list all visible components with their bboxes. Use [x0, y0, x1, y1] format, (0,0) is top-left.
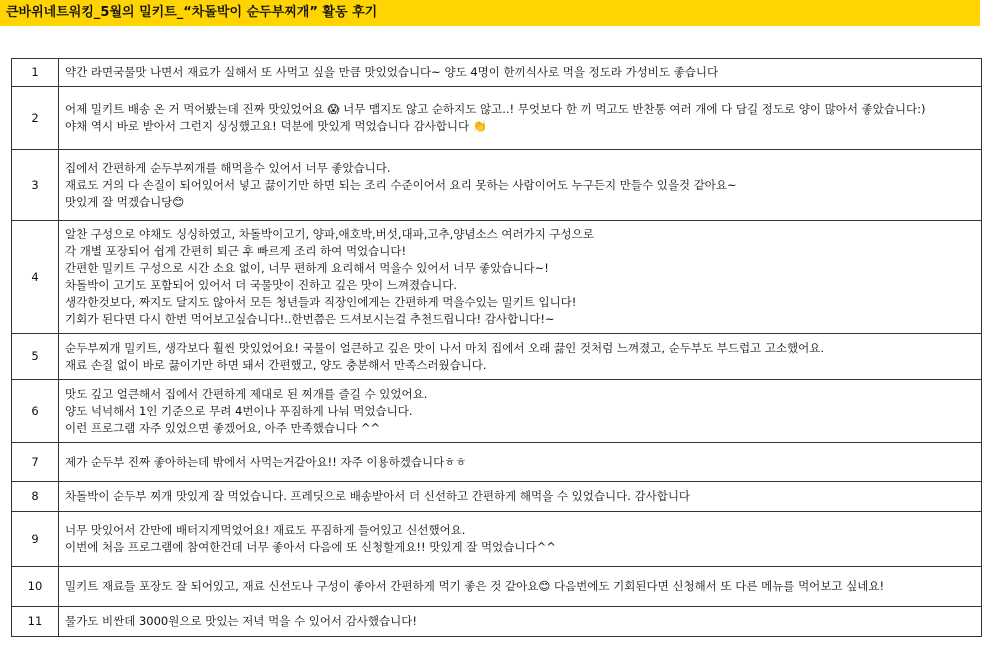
table-row — [12, 607, 982, 637]
review-line: 어제 밀키트 배송 온 거 먹어봤는데 진짜 맛있었어요 😱 너무 맵지도 않고 순하지도 않고..! 무엇보다 한 끼 먹고도 반찬통 여러 개에 다 담길 정도로 양이 많아서 좋았습니다:) — [65, 102, 926, 116]
review-line: 물가도 비싼데 3000원으로 맛있는 저녁 먹을 수 있어서 감사했습니다! — [65, 614, 417, 628]
row-number[interactable]: 9 — [12, 512, 59, 567]
table-row — [12, 334, 982, 380]
row-number[interactable]: 8 — [12, 482, 59, 512]
table-row — [12, 150, 982, 221]
table-row — [12, 221, 982, 334]
review-line: 차돌박이 고기도 포함되어 있어서 더 국물맛이 진하고 깊은 맛이 느껴졌습니다. — [65, 278, 458, 292]
row-number[interactable]: 6 — [12, 380, 59, 443]
table-row — [12, 59, 982, 87]
row-number[interactable]: 7 — [12, 443, 59, 482]
review-line: 너무 맛있어서 간만에 배터지게먹었어요! 재료도 푸짐하게 들어있고 신선했어요. — [65, 523, 466, 537]
review-line: 차돌박이 순두부 찌개 맛있게 잘 먹었습니다. 프레딧으로 배송받아서 더 신선하고 간편하게 해먹을 수 있었습니다. 감사합니다 — [65, 489, 691, 503]
review-line: 재료 손질 없이 바로 끓이기만 하면 돼서 간편했고, 양도 충분해서 만족스러웠습니다. — [65, 357, 487, 372]
review-text-cell[interactable] — [59, 380, 982, 443]
table-row — [12, 482, 982, 512]
review-text-cell[interactable] — [59, 150, 982, 221]
row-number[interactable]: 4 — [12, 221, 59, 334]
row-number[interactable]: 3 — [12, 150, 59, 221]
table-row — [12, 512, 982, 567]
row-number[interactable]: 10 — [12, 567, 59, 607]
review-line: 집에서 간편하게 순두부찌개를 해먹을수 있어서 너무 좋았습니다. — [65, 160, 391, 175]
review-line: 양도 넉넉해서 1인 기준으로 무려 4번이나 푸짐하게 나눠 먹었습니다. — [65, 403, 413, 418]
review-text-cell[interactable] — [59, 567, 982, 607]
review-text-cell[interactable] — [59, 59, 982, 87]
table-row — [12, 567, 982, 607]
row-number[interactable]: 2 — [12, 87, 59, 150]
review-text-cell[interactable] — [59, 443, 982, 482]
review-table — [11, 58, 982, 637]
review-line: 맛있게 잘 먹겠습니당😊 — [65, 194, 185, 209]
review-line: 각 개별 포장되어 쉽게 간편히 퇴근 후 빠르게 조리 하여 먹었습니다! — [65, 244, 407, 258]
review-text-cell[interactable] — [59, 87, 982, 150]
review-line: 알찬 구성으로 야채도 싱싱하였고, 차돌박이고기, 양파,애호박,버섯,대파,고추,양념소스 여러가지 구성으로 — [65, 227, 594, 241]
review-line: 밀키트 재료들 포장도 잘 되어있고, 재료 신선도나 구성이 좋아서 간편하게 먹기 좋은 것 같아요😊 다음번에도 기회된다면 신청해서 또 다른 메뉴를 먹어보고 싶네요! — [65, 579, 885, 593]
sheet-title: 큰바위네트워킹_5월의 밀키트_“차돌박이 순두부찌개” 활동 후기 — [0, 0, 980, 26]
row-number[interactable]: 11 — [12, 607, 59, 637]
review-line: 생각한것보다, 짜지도 달지도 않아서 모든 청년들과 직장인에게는 간편하게 먹을수있는 밀키트 입니다! — [65, 295, 577, 309]
review-line: 야채 역시 바로 받아서 그런지 싱싱했고요! 덕분에 맛있게 먹었습니다 감사합니다 👏 — [65, 119, 488, 133]
row-number[interactable]: 1 — [12, 59, 59, 87]
review-line: 재료도 거의 다 손질이 되어있어서 넣고 끓이기만 하면 되는 조리 수준이어서 요리 못하는 사람이어도 누구든지 만들수 있을것 같아요~ — [65, 177, 737, 192]
review-text-cell[interactable] — [59, 607, 982, 637]
review-text-cell[interactable] — [59, 334, 982, 380]
review-line: 간편한 밀키트 구성으로 시간 소요 없이, 너무 편하게 요리해서 먹을수 있어서 너무 좋았습니다~! — [65, 261, 549, 275]
table-row — [12, 443, 982, 482]
review-text-cell[interactable] — [59, 221, 982, 334]
review-text-cell[interactable] — [59, 512, 982, 567]
review-line: 제가 순두부 진짜 좋아하는데 밖에서 사먹는거같아요!! 자주 이용하겠습니다ㅎㅎ — [65, 454, 467, 469]
review-line: 맛도 깊고 얼큰해서 집에서 간편하게 제대로 된 찌개를 즐길 수 있었어요. — [65, 386, 428, 401]
review-text-cell[interactable] — [59, 482, 982, 512]
table-row — [12, 380, 982, 443]
table-row — [12, 87, 982, 150]
review-line: 이런 프로그램 자주 있었으면 좋겠어요, 아주 만족했습니다 ^^ — [65, 420, 381, 435]
review-line: 순두부찌개 밀키트, 생각보다 훨씬 맛있었어요! 국물이 얼큰하고 깊은 맛이 나서 마치 집에서 오래 끓인 것처럼 느껴졌고, 순두부도 부드럽고 고소했어요. — [65, 340, 825, 355]
review-line: 약간 라면국물맛 나면서 재료가 실해서 또 사먹고 싶을 만큼 맛있었습니다~ 양도 4명이 한끼식사로 먹을 정도라 가성비도 좋습니다 — [65, 65, 719, 79]
review-line: 이번에 처음 프로그램에 참여한건데 너무 좋아서 다음에 또 신청할게요!! 맛있게 잘 먹었습니다^^ — [65, 540, 556, 554]
row-number[interactable]: 5 — [12, 334, 59, 380]
review-line: 기회가 된다면 다시 한번 먹어보고싶습니다!..한번쯤은 드셔보시는걸 추천드립니다! 감사합니다!~ — [65, 312, 555, 326]
